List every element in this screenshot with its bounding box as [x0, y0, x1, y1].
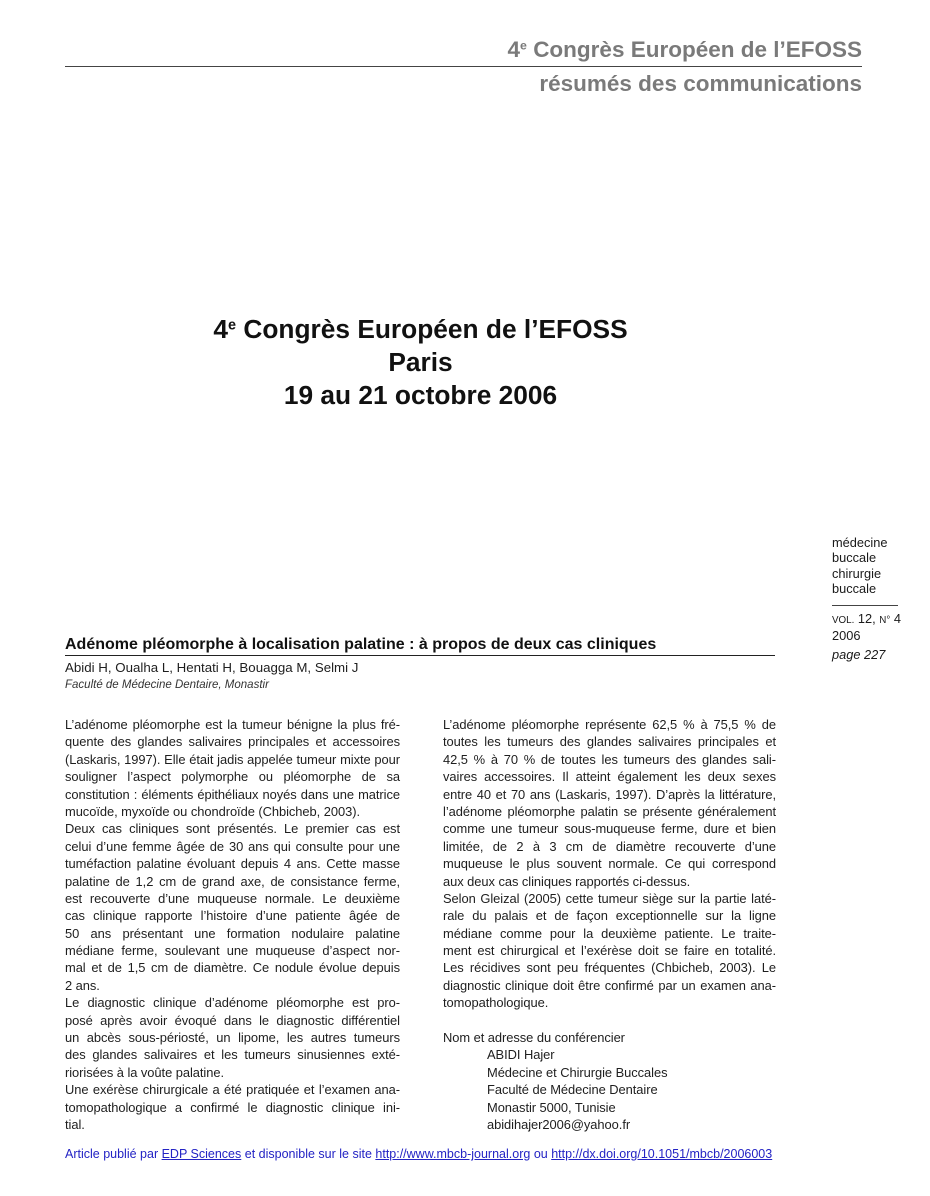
body-text-line: mal et de 1,5 cm de diamètre. Ce nodule évolue depuis — [65, 960, 400, 976]
body-text-line: vaires accessoires. Il atteint également les deux sexes — [443, 769, 776, 785]
volume-label: VOL. — [832, 615, 855, 626]
body-text-line: des glandes salivaires et les tumeurs sinusiennes exté- — [65, 1047, 400, 1063]
journal-name-line: chirurgie — [832, 565, 882, 581]
body-text-line: 50 ans présentant une formation nodulaire palatine — [65, 925, 400, 941]
body-text-line: comme une tumeur sous-muqueuse ferme, dure et bien — [443, 821, 776, 837]
body-text-line: 42,5 % à 70 % de toutes les tumeurs des glandes sali- — [443, 751, 776, 767]
left-column — [65, 716, 400, 1133]
speaker-address-line: Monastir 5000, Tunisie — [487, 1099, 616, 1115]
footer-publisher-link[interactable]: EDP Sciences — [161, 1147, 242, 1161]
event-dates: 19 au 21 octobre 2006 — [283, 380, 558, 410]
speaker-email: abidihajer2006@yahoo.fr — [487, 1116, 631, 1132]
header-congress-name: Congrès Européen de l’EFOSS — [533, 37, 862, 62]
body-text-line: souligner l’aspect polymorphe ou pléomorphe de sa — [65, 769, 400, 785]
body-text-line: muqueuse le plus souvent normale. Ce qui correspond — [443, 856, 776, 872]
event-number-suffix: e — [227, 317, 237, 334]
journal-name-line: médecine — [832, 535, 888, 550]
body-text-line: médiane comme pour la deuxième patiente. Le traite- — [443, 925, 776, 941]
issue-number: 4 — [893, 611, 901, 626]
body-text-line: Le diagnostic clinique d’adénome pléomorphe est pro- — [65, 995, 400, 1011]
body-text-line: l’adénome pléomorphe palatin se présente généralement — [443, 803, 776, 819]
body-text-line: Une exérèse chirurgicale a été pratiquée et l’examen ana- — [65, 1082, 400, 1098]
header-section-title: résumés des communications — [539, 71, 862, 96]
body-text-line: diagnostic clinique doit être confirmé par un examen ana- — [443, 977, 776, 993]
body-text-line: rale du palais et de façon exceptionnelle sur la ligne — [443, 908, 776, 924]
body-text-line: toutes les tumeurs des glandes salivaires principales et — [443, 734, 776, 750]
journal-issue-info — [832, 611, 901, 644]
body-text-line: tomopathologique. — [443, 995, 549, 1011]
footer-doi-link[interactable]: http://dx.doi.org/10.1051/mbcb/2006003 — [551, 1147, 773, 1161]
speaker-name: ABIDI Hajer — [487, 1047, 555, 1063]
body-text-line: limitée, de 2 à 3 cm de diamètre recouverte d’une — [443, 838, 776, 854]
body-text-line: (Laskaris, 1997). Elle était jadis appelée tumeur mixte pour — [65, 751, 400, 767]
event-city: Paris — [388, 347, 453, 377]
body-text-line: celui d’une femme âgée de 30 ans qui consulte pour une — [65, 838, 400, 854]
body-text-line: Les récidives sont peu fréquentes (Chbicheb, 2003). Le — [443, 960, 776, 976]
journal-rule — [832, 605, 898, 606]
body-text-line: médiane ferme, soulevant une muqueuse d’aspect nor- — [65, 943, 400, 959]
paragraph-spacer — [443, 1012, 776, 1029]
journal-volume — [832, 611, 901, 628]
body-text-line: Deux cas cliniques sont présentés. Le premier cas est — [65, 821, 400, 837]
article-title-rule — [65, 655, 775, 656]
body-text-line: L’adénome pléomorphe représente 62,5 % à 75,5 % de — [443, 717, 776, 732]
speaker-heading: Nom et adresse du conférencier — [443, 1030, 625, 1046]
speaker-address-line: Faculté de Médecine Dentaire — [487, 1082, 658, 1098]
header-congress-number-suffix: e — [520, 38, 527, 53]
body-text-line: un abcès sous-périosté, un lipome, les autres tumeurs — [65, 1030, 400, 1046]
journal-name-line: buccale — [832, 550, 877, 566]
footer-prefix: Article publié par — [65, 1147, 159, 1161]
body-text-line: entre 40 et 70 ans (Laskaris, 1997). D’après la littérature, — [443, 786, 776, 802]
body-text-line: mucoïde, myxoïde ou chondroïde (Chbicheb, 2003). — [65, 803, 360, 819]
journal-name — [832, 535, 888, 596]
journal-page: page 227 — [832, 647, 886, 662]
article-affiliation: Faculté de Médecine Dentaire, Monastir — [65, 679, 269, 691]
footer-middle-text: et disponible sur le site — [244, 1147, 372, 1161]
body-text-line: palatine de 1,2 cm de grand axe, de consistance ferme, — [65, 873, 400, 889]
body-text-line: constitution : éléments épithéliaux noyés dans une matrice — [65, 786, 400, 802]
header-congress-number: 4 — [507, 37, 521, 62]
event-title-block — [65, 313, 776, 412]
right-column — [443, 716, 776, 1133]
journal-name-line: buccale — [832, 580, 877, 596]
body-text-line: L’adénome pléomorphe est la tumeur bénigne la plus fré- — [65, 717, 400, 732]
body-text-line: ment est chirurgical et l’exérèse doit se faire en totalité. — [443, 943, 776, 959]
speaker-address-line: Médecine et Chirurgie Buccales — [487, 1064, 668, 1080]
event-title — [65, 313, 776, 346]
header-rule — [65, 66, 862, 67]
footer — [65, 1146, 772, 1162]
event-name: Congrès Européen de l’EFOSS — [243, 314, 628, 344]
body-text-line: 2 ans. — [65, 977, 100, 993]
volume-number: 12, — [857, 611, 876, 626]
journal-year: 2006 — [832, 628, 861, 644]
body-text-line: posé après avoir évoqué dans le diagnostic différentiel — [65, 1012, 400, 1028]
event-number: 4 — [213, 314, 228, 344]
body-text-line: tomopathologique a confirmé le diagnostic clinique ini- — [65, 1099, 400, 1115]
article-authors: Abidi H, Oualha L, Hentati H, Bouagga M, Selmi J — [65, 660, 359, 675]
header-congress-title — [508, 37, 862, 63]
issue-label: N° — [879, 615, 891, 626]
footer-journal-link[interactable]: http://www.mbcb-journal.org — [375, 1147, 531, 1161]
body-text-line: riorisées à la voûte palatine. — [65, 1064, 225, 1080]
article-title: Adénome pléomorphe à localisation palatine : à propos de deux cas cliniques — [65, 636, 657, 653]
body-text-line: tial. — [65, 1116, 85, 1132]
body-text-line: Selon Gleizal (2005) cette tumeur siège sur la partie laté- — [443, 890, 776, 906]
footer-conjunction: ou — [533, 1147, 548, 1161]
body-text-line: tuméfaction palatine évoluant depuis 4 ans. Cette masse — [65, 856, 400, 872]
body-text-line: cas clinique rapporte l’histoire d’une patiente âgée de — [65, 908, 400, 924]
body-text-line: est recouverte d’une muqueuse normale. Le deuxième — [65, 890, 400, 906]
body-text-line: quente des glandes salivaires principales et accessoires — [65, 734, 400, 750]
body-text-line: aux deux cas cliniques rapportés ci-dessus. — [443, 873, 691, 889]
